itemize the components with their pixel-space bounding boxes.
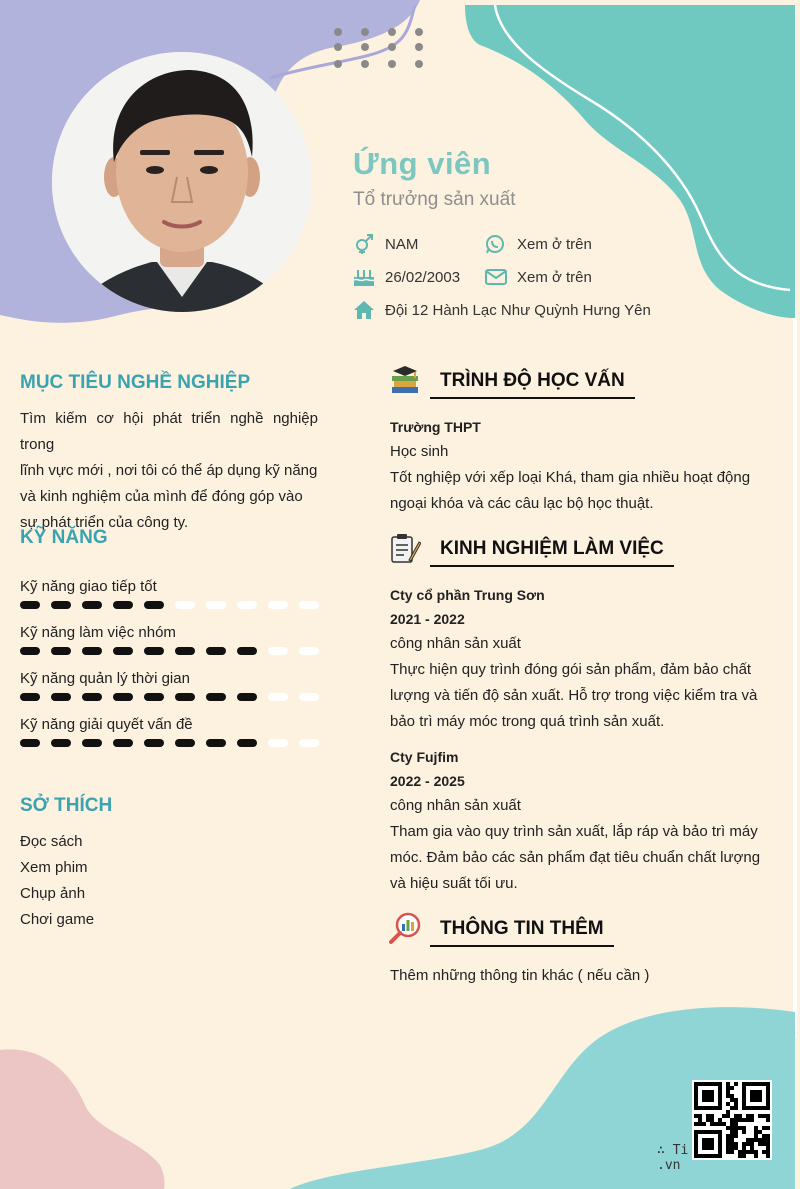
job-role: công nhân sản xuất bbox=[390, 797, 521, 814]
education-desc-line: Tốt nghiệp với xếp loại Khá, tham gia nhiều hoạt động bbox=[390, 469, 751, 486]
gender-info bbox=[353, 234, 418, 254]
hobby-item: Chơi game bbox=[20, 911, 95, 928]
skill-segment-filled bbox=[20, 647, 40, 655]
watermark-suffix: .vn bbox=[657, 1158, 681, 1173]
pink-blob bbox=[0, 1049, 165, 1189]
skill-segment-filled bbox=[175, 739, 195, 747]
objective-line: sự phát triển của công ty. bbox=[20, 514, 189, 531]
birthday-info bbox=[353, 267, 460, 287]
job-company: Cty Fujfim bbox=[390, 749, 459, 765]
skills-title: KỸ NĂNG bbox=[20, 527, 108, 548]
skill-segment-filled bbox=[206, 739, 226, 747]
skill-segment-empty bbox=[175, 601, 195, 609]
skill-segment-empty bbox=[299, 693, 319, 701]
skill-segment-filled bbox=[20, 693, 40, 701]
objective-line: Tìm kiếm cơ hội phát triển nghề nghiệp trong bbox=[20, 410, 318, 453]
job-desc bbox=[390, 657, 770, 735]
skill-segment-filled bbox=[237, 739, 257, 747]
job-role: công nhân sản xuất bbox=[390, 635, 521, 652]
job-period: 2022 - 2025 bbox=[390, 773, 465, 789]
objective-text bbox=[20, 406, 318, 536]
skill-segment-filled bbox=[82, 647, 102, 655]
candidate-name: Ứng viên bbox=[353, 146, 492, 181]
gender-value: NAM bbox=[385, 235, 419, 253]
skill-segment-filled bbox=[175, 693, 195, 701]
objective-line: và kinh nghiệm của mình để đóng góp vào bbox=[20, 488, 303, 505]
skill-level-bar bbox=[20, 599, 320, 611]
skill-segment-filled bbox=[144, 647, 164, 655]
address-info bbox=[353, 300, 651, 320]
job-period: 2021 - 2022 bbox=[390, 611, 465, 627]
candidate-photo bbox=[52, 52, 312, 312]
skill-segment-empty bbox=[206, 601, 226, 609]
email-info bbox=[485, 267, 592, 287]
address-value: Đội 12 Hành Lạc Như Quỳnh Hưng Yên bbox=[385, 301, 651, 319]
skill-segment-filled bbox=[144, 601, 164, 609]
skill-segment-filled bbox=[20, 739, 40, 747]
qr-code-icon bbox=[692, 1080, 772, 1160]
skill-segment-empty bbox=[268, 647, 288, 655]
skill-segment-filled bbox=[237, 693, 257, 701]
job-desc-line: Tham gia vào quy trình sản xuất, lắp ráp và bảo trì máy bbox=[390, 823, 758, 840]
watermark-prefix: ∴ Ti bbox=[657, 1143, 689, 1158]
skill-segment-filled bbox=[82, 739, 102, 747]
hobbies-title: SỞ THÍCH bbox=[20, 795, 113, 816]
phone-info bbox=[485, 234, 592, 254]
skill-segment-filled bbox=[206, 693, 226, 701]
skill-segment-filled bbox=[144, 693, 164, 701]
education-desc bbox=[390, 465, 770, 517]
portrait-image bbox=[52, 52, 312, 312]
education-school: Trường THPT bbox=[390, 419, 481, 435]
email-value: Xem ở trên bbox=[517, 268, 592, 286]
skill-segment-empty bbox=[237, 601, 257, 609]
birthday-cake-icon bbox=[353, 267, 375, 287]
skill-segment-empty bbox=[299, 647, 319, 655]
skill-level-bar bbox=[20, 691, 320, 703]
skill-segment-filled bbox=[144, 739, 164, 747]
skill-segment-filled bbox=[237, 647, 257, 655]
skill-segment-filled bbox=[206, 647, 226, 655]
gender-icon bbox=[353, 234, 375, 254]
whatsapp-icon bbox=[485, 234, 507, 254]
job-desc-line: lượng và tiến độ sản xuất. Hỗ trợ trong việc kiểm tra và bbox=[390, 687, 758, 704]
work-clipboard-icon bbox=[389, 532, 421, 564]
skill-segment-filled bbox=[20, 601, 40, 609]
objective-title: MỤC TIÊU NGHỀ NGHIỆP bbox=[20, 372, 251, 393]
envelope-icon bbox=[485, 267, 507, 287]
hobbies-list bbox=[20, 829, 94, 933]
skill-name: Kỹ năng quản lý thời gian bbox=[20, 670, 190, 687]
skill-segment-empty bbox=[268, 693, 288, 701]
skill-segment-filled bbox=[82, 693, 102, 701]
skill-segment-empty bbox=[268, 739, 288, 747]
skill-name: Kỹ năng giao tiếp tốt bbox=[20, 578, 157, 595]
education-role: Học sinh bbox=[390, 443, 449, 460]
education-desc-line: ngoại khóa và các câu lạc bộ học thuật. bbox=[390, 495, 654, 512]
skill-name: Kỹ năng làm việc nhóm bbox=[20, 624, 176, 641]
extra-text: Thêm những thông tin khác ( nếu cần ) bbox=[390, 967, 650, 984]
education-title: TRÌNH ĐỘ HỌC VẤN bbox=[430, 370, 635, 399]
magnifier-chart-icon bbox=[389, 912, 421, 944]
hobby-item: Chụp ảnh bbox=[20, 885, 86, 902]
hobby-item: Đọc sách bbox=[20, 833, 83, 850]
skill-segment-empty bbox=[268, 601, 288, 609]
skill-segment-filled bbox=[113, 693, 133, 701]
skill-segment-filled bbox=[82, 601, 102, 609]
hobby-item: Xem phim bbox=[20, 859, 88, 876]
skill-level-bar bbox=[20, 737, 320, 749]
job-desc-line: Thực hiện quy trình đóng gói sản phẩm, đảm bảo chất bbox=[390, 661, 752, 678]
phone-value: Xem ở trên bbox=[517, 235, 592, 253]
job-desc bbox=[390, 819, 770, 897]
home-icon bbox=[353, 300, 375, 320]
skill-level-bar bbox=[20, 645, 320, 657]
job-desc-line: bảo trì máy móc trong quá trình sản xuất. bbox=[390, 713, 665, 730]
skill-name: Kỹ năng giải quyết vấn đề bbox=[20, 716, 193, 733]
skill-segment-filled bbox=[51, 601, 71, 609]
job-company: Cty cổ phần Trung Sơn bbox=[390, 587, 545, 603]
job-desc-line: móc. Đảm bảo các sản phẩm đạt tiêu chuẩn chất lượng bbox=[390, 849, 761, 866]
candidate-position: Tổ trưởng sản xuất bbox=[353, 189, 516, 210]
skill-segment-filled bbox=[113, 647, 133, 655]
objective-line: lĩnh vực mới , nơi tôi có thể áp dụng kỹ năng bbox=[20, 462, 318, 479]
skill-segment-filled bbox=[51, 647, 71, 655]
skill-segment-filled bbox=[113, 739, 133, 747]
skill-segment-filled bbox=[51, 739, 71, 747]
skill-segment-empty bbox=[299, 739, 319, 747]
experience-title: KINH NGHIỆM LÀM VIỆC bbox=[430, 538, 674, 567]
skill-segment-empty bbox=[299, 601, 319, 609]
graduation-books-icon bbox=[389, 364, 421, 396]
skill-segment-filled bbox=[175, 647, 195, 655]
extra-title: THÔNG TIN THÊM bbox=[430, 918, 614, 947]
skill-segment-filled bbox=[113, 601, 133, 609]
job-desc-line: và hiệu suất tối ưu. bbox=[390, 875, 518, 892]
skill-segment-filled bbox=[51, 693, 71, 701]
birthday-value: 26/02/2003 bbox=[385, 268, 461, 286]
